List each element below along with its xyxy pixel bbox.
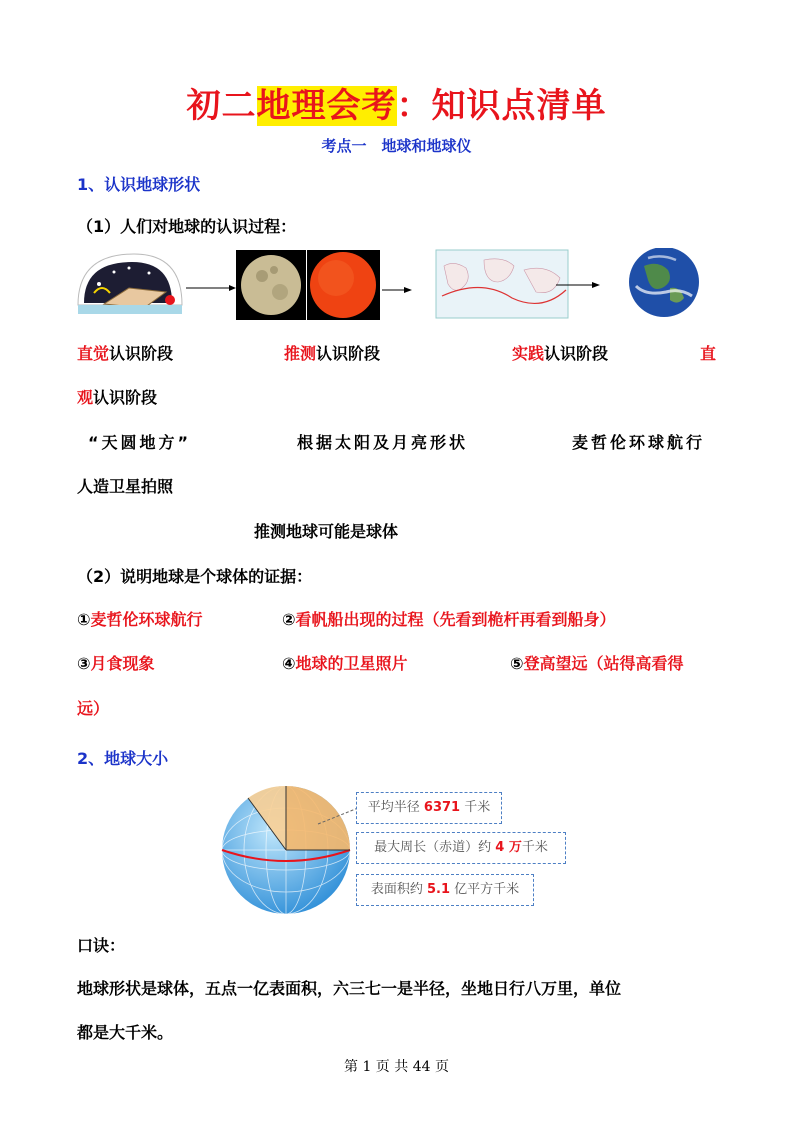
stage-visual: 观认识阶段 (77, 388, 158, 407)
desc-magellan: 麦哲伦环球航行 (572, 433, 706, 452)
title-part1: 初二 (186, 86, 257, 126)
cognition-images (74, 248, 724, 323)
section1-heading: 1、认识地球形状 (77, 175, 201, 194)
moon-image (236, 250, 306, 320)
voyage-map-image (436, 250, 568, 318)
evidence-5-cont: 远） (77, 699, 110, 718)
stage-practice: 实践认识阶段 (512, 344, 609, 363)
evidence-1: ①麦哲伦环球航行 (77, 610, 203, 629)
page-footer: 第 1 页 共 44 页 (344, 1059, 449, 1075)
surface-area-box: 表面积约 5.1 亿平方千米 (356, 874, 534, 906)
evidence-2: ②看帆船出现的过程（先看到桅杆再看到船身） (282, 610, 616, 629)
mnemonic-label: 口诀： (77, 936, 126, 955)
desc-heaven-earth: “天圆地方” (88, 433, 192, 452)
desc-sun-moon: 根据太阳及月亮形状 (297, 433, 469, 452)
stage-speculation: 推测认识阶段 (284, 344, 381, 363)
earth-image (629, 248, 699, 317)
evidence-5: ⑤登高望远（站得高看得 (510, 654, 684, 673)
section2-heading: 2、地球大小 (77, 749, 169, 768)
subtitle: 考点一 地球和地球仪 (321, 137, 472, 155)
question1: （1）人们对地球的认识过程： (77, 217, 297, 236)
title-part3: ：知识点清单 (396, 86, 607, 126)
earth-size-globe (218, 780, 358, 920)
mnemonic-line1: 地球形状是球体，五点一亿表面积，六三七一是半径，坐地日行八万里，单位 (77, 979, 622, 998)
sun-image (307, 250, 380, 320)
question2: （2）说明地球是个球体的证据： (77, 567, 313, 586)
title-highlight: 地理会考 (256, 86, 397, 126)
evidence-3: ③月食现象 (77, 654, 155, 673)
stage-visual-first-char: 直 (700, 344, 717, 363)
mnemonic-line2: 都是大千米。 (77, 1023, 174, 1042)
evidence-4: ④地球的卫星照片 (282, 654, 408, 673)
circumference-box: 最大周长（赤道）约 4 万千米 (356, 832, 566, 864)
page-title (0, 78, 793, 127)
desc-satellite: 人造卫星拍照 (77, 477, 174, 496)
dome-image (78, 254, 182, 314)
inference: 推测地球可能是球体 (254, 522, 399, 541)
stage-intuition: 直觉认识阶段 (77, 344, 174, 363)
radius-box: 平均半径 6371 千米 (356, 792, 502, 824)
